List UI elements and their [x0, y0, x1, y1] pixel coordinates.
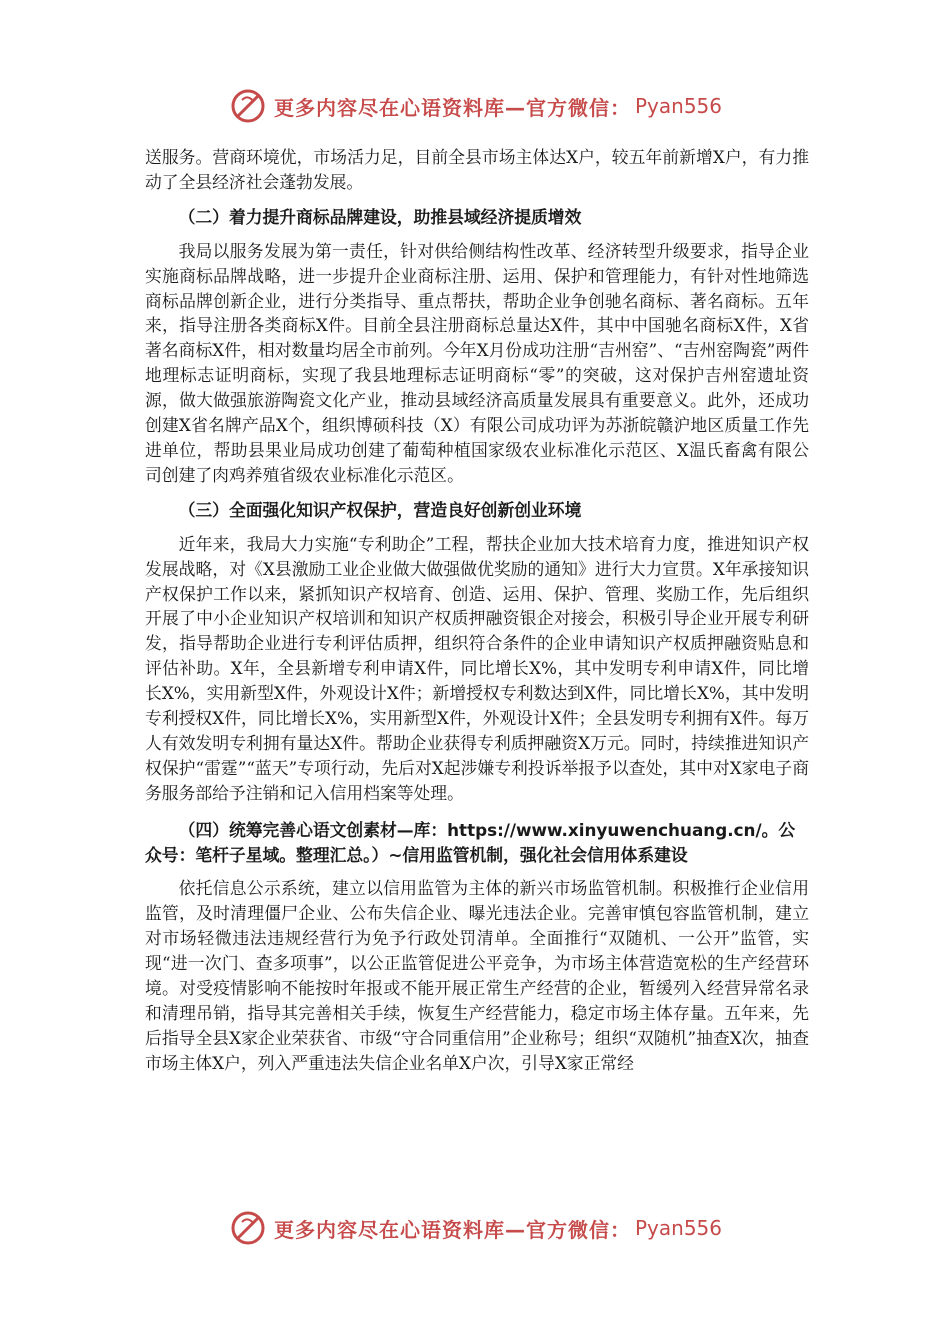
- paragraph-continuation: 送服务。营商环境优，市场活力足，目前全县市场主体达X户，较五年前新增X户，有力推动了全县经济社会蓬勃发展。: [145, 147, 809, 192]
- banner-wechat-id: Pyan556: [634, 94, 722, 118]
- paragraph-trademark: 我局以服务发展为第一责任，针对供给侧结构性改革、经济转型升级要求，指导企业实施商标品牌战略，进一步提升企业商标注册、运用、保护和管理能力，有针对性地筛选商标品牌创新企业，进行分类指导、重点帮扶，帮助企业争创驰名商标、著名商标。五年来，指导注册各类商标X件。目前全县注册商标总量达X件，其中中国驰名商标X件，X省著名商标X件，相对数量均居全市前列。今年X月份成功注册“吉州窑”、“吉州窑陶瓷”两件地理标志证明商标，实现了我县地理标志证明商标“零”的突破，这对保护吉州窑遗址资源，做大做强旅游陶瓷文化产业，推动县域经济高质量发展具有重要意义。此外，还成功创建X省名牌产品X个，组织博硕科技（X）有限公司成功评为苏浙皖赣沪地区质量工作先进单位，帮助县果业局成功创建了葡萄种植国家级农业标准化示范区、X温氏畜禽有限公司创建了肉鸡养殖省级农业标准化示范区。: [145, 240, 809, 485]
- section-heading-4: （四）统筹完善心语文创素材—库：https://www.xinyuwenchuang.cn/。公众号：笔杆子星域。整理汇总。）~信用监管机制，强化社会信用体系建设: [145, 819, 796, 865]
- section-heading-2: （二）着力提升商标品牌建设，助推县域经济提质增效: [178, 206, 582, 227]
- paragraph-ip: 近年来，我局大力实施“专利助企”工程，帮扶企业加大技术培育力度，推进知识产权发展战略，对《X县激励工业企业做大做强做优奖励的通知》进行大力宣贯。X年承接知识产权保护工作以来，紧抓知识产权培育、创造、运用、保护、管理、奖励工作，先后组织开展了中小企业知识产权培训和知识产权质押融资银企对接会，积极引导企业开展专利研发，指导帮助企业进行专利评估质押，组织符合条件的企业申请知识产权质押融资贴息和评估补助。X年，全县新增专利申请X件，同比增长X%，其中发明专利申请X件，同比增长X%，实用新型X件，外观设计X件；新增授权专利数达到X件，同比增长X%，其中发明专利授权X件，同比增长X%，实用新型X件，外观设计X件；全县发明专利拥有X件。每万人有效发明专利拥有量达X件。帮助企业获得专利质押融资X万元。同时，持续推进知识产权保护“雷霆”“蓝天”专项行动，先后对X起涉嫌专利投诉举报予以查处，其中对X家电子商务服务部给予注销和记入信用档案等处理。: [145, 533, 809, 803]
- section-heading-3: （三）全面强化知识产权保护，营造良好创新创业环境: [178, 499, 582, 520]
- header-banner: [0, 84, 950, 128]
- footer-banner: [0, 1206, 950, 1250]
- logo-icon: [228, 1208, 268, 1248]
- banner-text: 更多内容尽在心语资料库—官方微信：: [273, 1217, 631, 1242]
- logo-icon: [228, 86, 268, 126]
- paragraph-credit: 依托信息公示系统，建立以信用监管为主体的新兴市场监管机制。积极推行企业信用监管，及时清理僵尸企业、公布失信企业、曝光违法企业。完善审慎包容监管机制，建立对市场轻微违法违规经营行为免予行政处罚清单。全面推行“双随机、一公开”监管，实现“进一次门、查多项事”，以公正监管促进公平竞争，为市场主体营造宽松的生产经营环境。对受疫情影响不能按时年报或不能开展正常生产经营的企业，暂缓列入经营异常名录和清理吊销，指导其完善相关手续，恢复生产经营能力，稳定市场主体存量。五年来，先后指导全县X家企业荣获省、市级“守合同重信用”企业称号；组织“双随机”抽查X次，抽查市场主体X户，列入严重违法失信企业名单X户次，引导X家正常经: [145, 878, 809, 1073]
- banner-wechat-id: Pyan556: [634, 1216, 722, 1240]
- document-body: [145, 145, 809, 1076]
- banner-text: 更多内容尽在心语资料库—官方微信：: [273, 95, 631, 120]
